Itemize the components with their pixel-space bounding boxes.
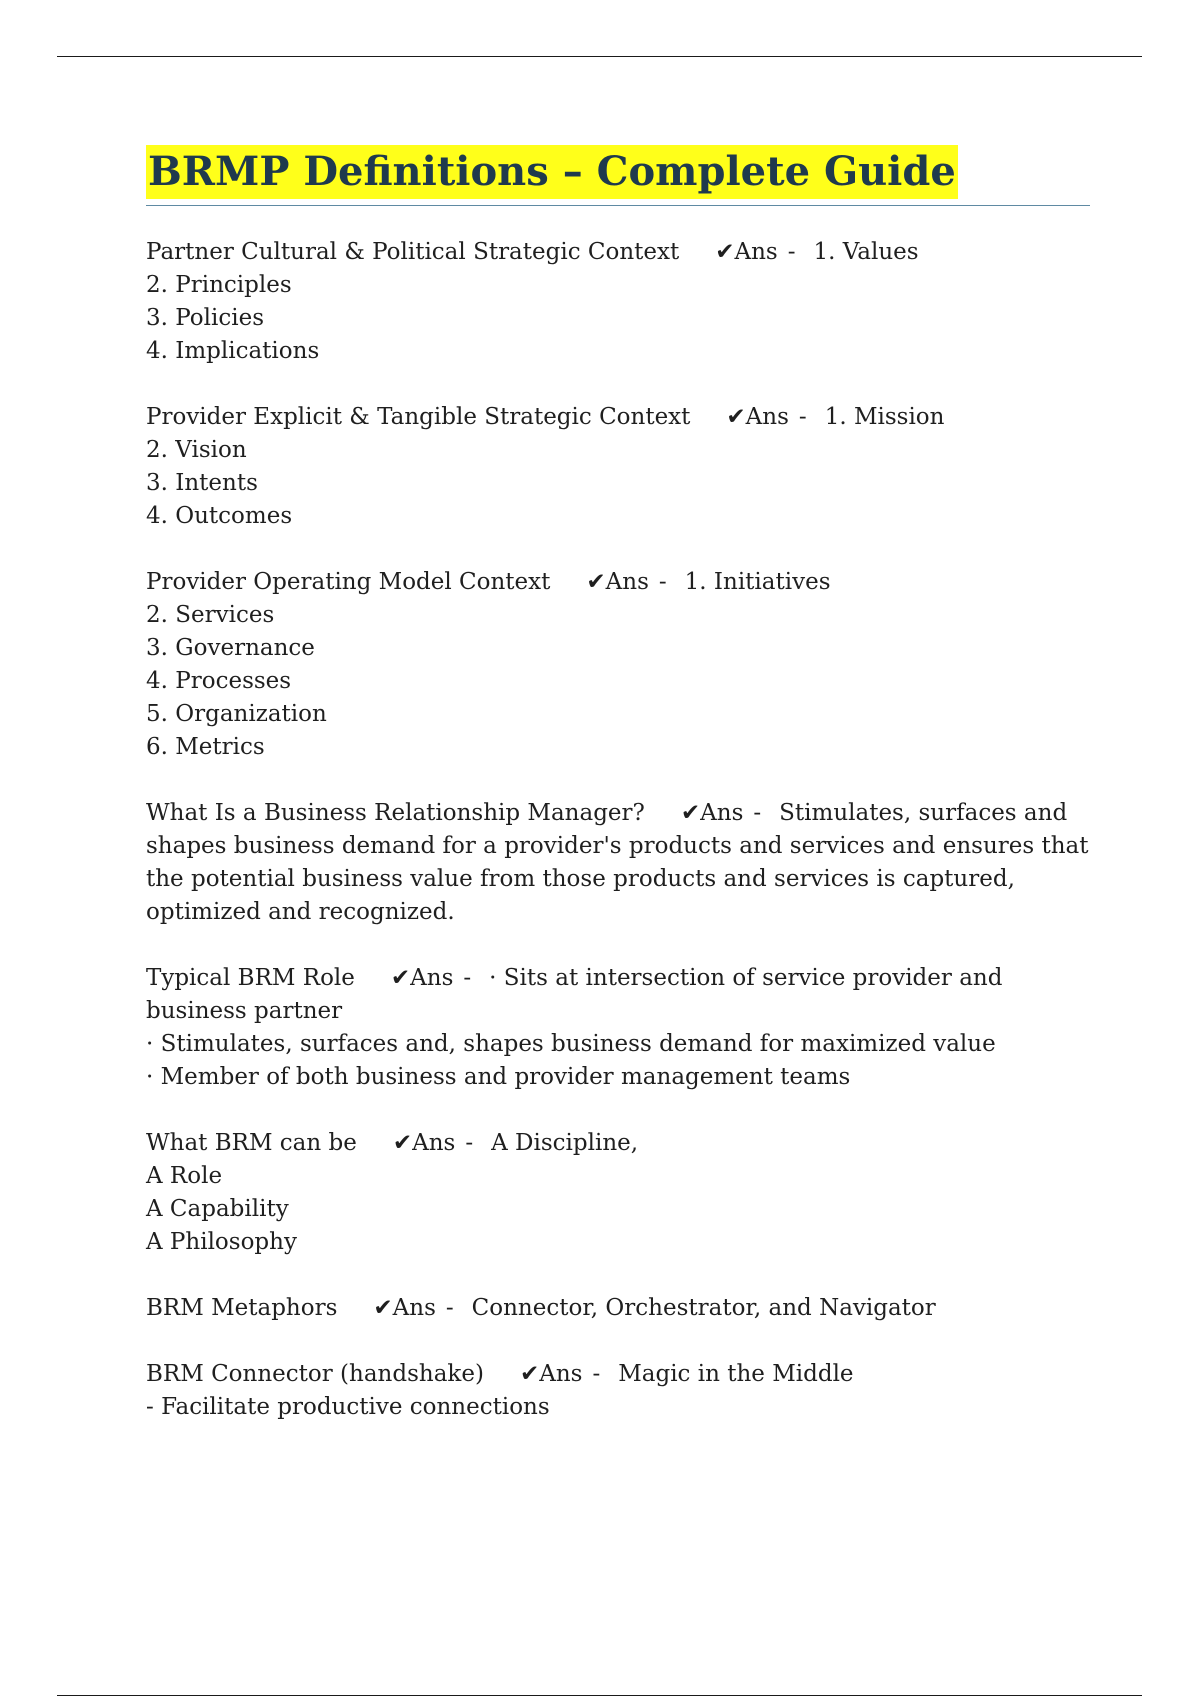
qa-first-line [146, 236, 1090, 269]
answer-line: 4. Implications [146, 338, 320, 364]
page-title: BRMP Definitions – Complete Guide [146, 145, 958, 199]
answer-text: Connector, Orchestrator, and Navigator [471, 1295, 936, 1321]
answer-line: - Facilitate productive connections [146, 1394, 550, 1420]
qa-first-line [146, 1127, 1090, 1160]
answer-line: 5. Organization [146, 701, 327, 727]
answer-label: ✔Ans [519, 1361, 583, 1387]
answer-dash: - [445, 1295, 454, 1321]
answer-line: · Member of both business and provider management teams [146, 1064, 851, 1090]
answer-label: ✔Ans [680, 800, 744, 826]
qa-first-line [146, 1358, 1090, 1391]
answer-dash: - [658, 569, 667, 595]
question-text: BRM Metaphors [146, 1295, 338, 1321]
answer-text: Stimulates, surfaces and shapes business demand for a provider's products and services and ensures that the potential business value from those products and services is captured, optimized and recognized. [146, 800, 1089, 925]
answer-text: Magic in the Middle [618, 1361, 854, 1387]
qa-entry [146, 1358, 1090, 1424]
question-text: What Is a Business Relationship Manager? [146, 800, 645, 826]
answer-line: A Role [146, 1163, 223, 1189]
header-rule [57, 56, 1142, 57]
question-text: Typical BRM Role [146, 965, 355, 991]
qa-first-line [146, 566, 1090, 599]
qa-entry [146, 1127, 1090, 1259]
answer-line: A Philosophy [146, 1229, 297, 1255]
answer-dash: - [798, 404, 807, 430]
answer-line: · Stimulates, surfaces and, shapes business demand for maximized value [146, 1031, 996, 1057]
answer-text: · Sits at intersection of service provider and business partner [146, 965, 1003, 1024]
qa-entry [146, 236, 1090, 368]
qa-entry [146, 797, 1090, 929]
answer-line: 4. Processes [146, 668, 292, 694]
question-text: BRM Connector (handshake) [146, 1361, 484, 1387]
answer-text: A Discipline, [491, 1130, 639, 1156]
qa-first-line [146, 962, 1090, 1028]
answer-label: ✔Ans [373, 1295, 436, 1321]
footer-rule [57, 1695, 1142, 1696]
answer-dash: - [463, 965, 472, 991]
qa-entry [146, 962, 1090, 1094]
question-text: Provider Operating Model Context [146, 569, 551, 595]
answer-label: ✔Ans [715, 239, 778, 265]
answer-line: 4. Outcomes [146, 503, 293, 529]
answer-line: 2. Principles [146, 272, 292, 298]
qa-entry [146, 566, 1090, 764]
answer-line: 2. Services [146, 602, 275, 628]
answer-line: 3. Intents [146, 470, 258, 496]
answer-line: 2. Vision [146, 437, 247, 463]
answer-dash: - [787, 239, 796, 265]
qa-entry [146, 1292, 1090, 1325]
answer-label: ✔Ans [586, 569, 649, 595]
answer-dash: - [465, 1130, 474, 1156]
document-body [146, 145, 1090, 1457]
qa-first-line [146, 401, 1090, 434]
question-text: What BRM can be [146, 1130, 357, 1156]
question-text: Partner Cultural & Political Strategic Context [146, 239, 680, 265]
answer-label: ✔Ans [390, 965, 454, 991]
answer-label: ✔Ans [392, 1130, 456, 1156]
qa-first-line [146, 1292, 1090, 1325]
qa-entry [146, 401, 1090, 533]
answer-text: 1. Values [813, 239, 919, 265]
answer-dash: - [592, 1361, 601, 1387]
title-block [146, 145, 1090, 206]
answer-line: A Capability [146, 1196, 289, 1222]
answer-dash: - [753, 800, 762, 826]
answer-text: 1. Initiatives [684, 569, 831, 595]
answer-label: ✔Ans [726, 404, 789, 430]
answer-line: 3. Policies [146, 305, 265, 331]
answer-line: 6. Metrics [146, 734, 265, 760]
answer-text: 1. Mission [824, 404, 945, 430]
question-text: Provider Explicit & Tangible Strategic Context [146, 404, 691, 430]
answer-line: 3. Governance [146, 635, 315, 661]
